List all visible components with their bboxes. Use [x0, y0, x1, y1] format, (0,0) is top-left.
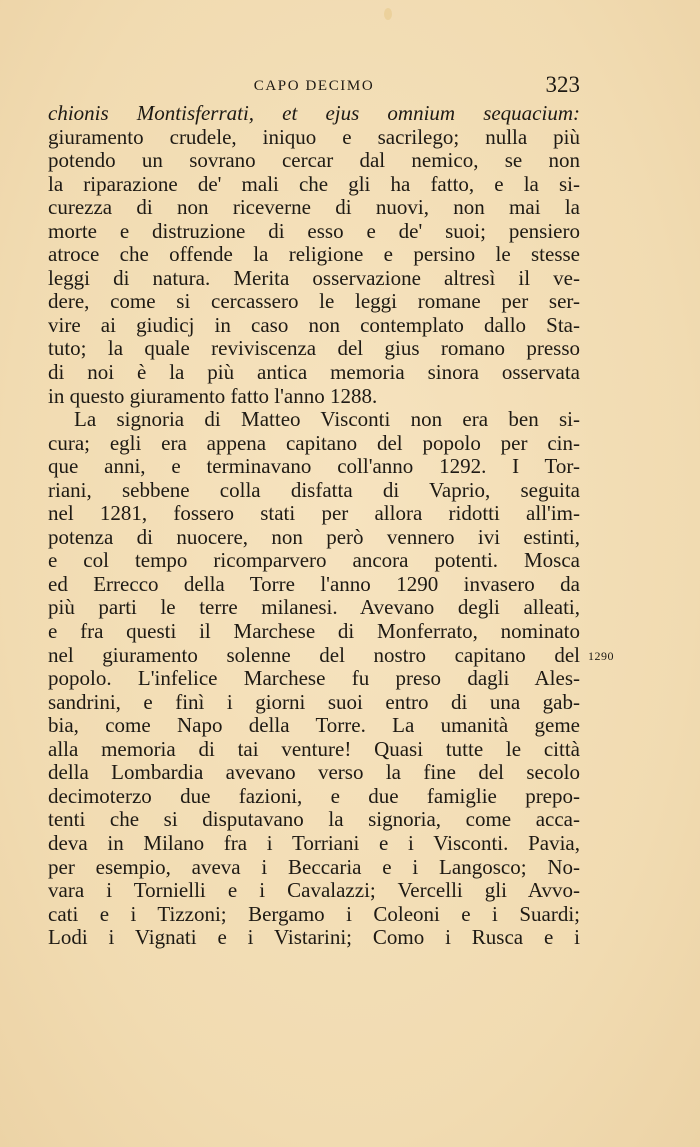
- text-line: per esempio, aveva i Beccaria e i Langosco; No-: [48, 854, 580, 879]
- text-line: dere, come si cercassero le leggi romane per ser-: [48, 289, 580, 314]
- text-line: vire ai giudicj in caso non contemplato dallo Sta-: [48, 312, 580, 337]
- text-line: e fra questi il Marchese di Monferrato, nominato: [48, 619, 580, 644]
- text-line: nel 1281, fossero stati per allora ridotti all'im-: [48, 501, 580, 526]
- margin-date-note: 1290: [588, 649, 614, 663]
- text-line: decimoterzo due fazioni, e due famiglie prepo-: [48, 783, 580, 808]
- text-line: vara i Tornielli e i Cavalazzi; Vercelli gli Avvo-: [48, 878, 580, 903]
- paragraph-start-line: La signoria di Matteo Visconti non era ben si-: [74, 407, 580, 432]
- text-line: di noi è la più antica memoria sinora osservata: [48, 360, 580, 385]
- text-line-latin: [48, 102, 580, 126]
- text-line: e col tempo ricomparvero ancora potenti. Mosca: [48, 548, 580, 573]
- text-line: curezza di non riceverne di nuovi, non mai la: [48, 195, 580, 220]
- body-text: [48, 102, 580, 950]
- text-line: ed Errecco della Torre l'anno 1290 invasero da: [48, 571, 580, 596]
- text-line: atroce che offende la religione e persino le stesse: [48, 242, 580, 267]
- text-line: bia, come Napo della Torre. La umanità geme: [48, 713, 580, 738]
- chapter-heading: CAPO DECIMO: [253, 78, 375, 94]
- paper-stain: [384, 8, 392, 20]
- text-line: della Lombardia avevano verso la fine del secolo: [48, 760, 580, 785]
- latin-quotation: chionis Montisferrati, et ejus omnium sequacium:: [48, 101, 580, 125]
- text-line: morte e distruzione di esso e de' suoi; pensiero: [48, 218, 580, 243]
- text-line: la riparazione de' mali che gli ha fatto, e la si-: [48, 171, 580, 196]
- text-line: giuramento crudele, iniquo e sacrilego; nulla più: [48, 124, 580, 149]
- text-line: potenza di nuocere, non però vennero ivi estinti,: [48, 524, 580, 549]
- paragraph-end-line: in questo giuramento fatto l'anno 1288.: [48, 383, 378, 408]
- text-line: riani, sebbene colla disfatta di Vaprio, seguita: [48, 477, 580, 502]
- text-line: popolo. L'infelice Marchese fu preso dagli Ales-: [48, 666, 580, 691]
- text-line: alla memoria di tai venture! Quasi tutte le città: [48, 736, 580, 761]
- text-line: que anni, e terminavano coll'anno 1292. I Tor-: [48, 454, 580, 479]
- page-number: 323: [545, 72, 580, 97]
- text-line: tenti che si disputavano la signoria, come acca-: [48, 807, 580, 832]
- text-line: tuto; la quale reviviscenza del gius romano presso: [48, 336, 580, 361]
- text-line: nel giuramento solenne del nostro capitano del: [48, 642, 580, 667]
- text-line: Lodi i Vignati e i Vistarini; Como i Rusca e i: [48, 925, 580, 950]
- text-line: potendo un sovrano cercar dal nemico, se non: [48, 148, 580, 173]
- text-line: più parti le terre milanesi. Avevano degli alleati,: [48, 595, 580, 620]
- text-line: cati e i Tizzoni; Bergamo i Coleoni e i Suardi;: [48, 901, 580, 926]
- text-line: leggi di natura. Merita osservazione altresì il ve-: [48, 265, 580, 290]
- text-line: deva in Milano fra i Torriani e i Visconti. Pavia,: [48, 830, 580, 855]
- running-head: [48, 72, 580, 102]
- text-line: sandrini, e finì i giorni suoi entro di una gab-: [48, 689, 580, 714]
- text-line: cura; egli era appena capitano del popolo per cin-: [48, 430, 580, 455]
